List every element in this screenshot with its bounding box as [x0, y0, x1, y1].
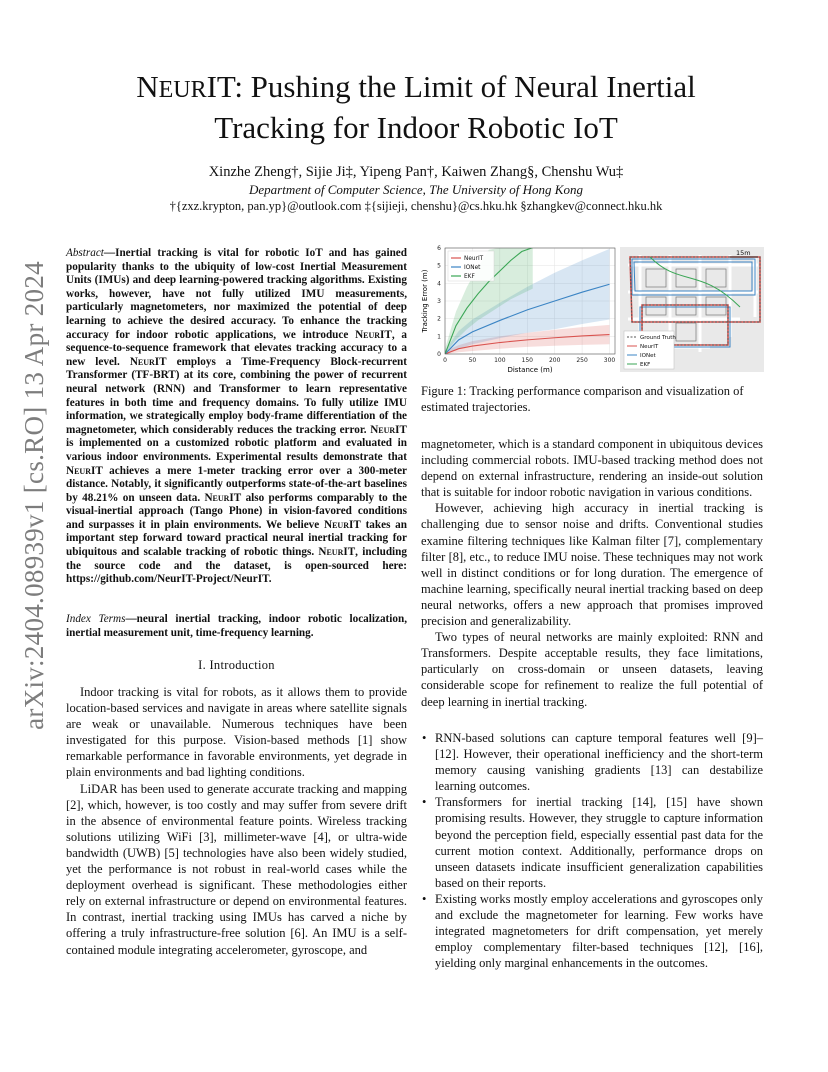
system-name: NeurIT [204, 491, 242, 504]
title-line-2: Tracking for Indoor Robotic IoT [214, 110, 618, 145]
abstract-text: —Inertial tracking is vital for robotic IoT and has gained popularity thanks to the ubiquity of low-cost Inertial Measurement Units (IMUs) and deep learning-powered tracking algorithms. Existing works, however, have not fully utilized IMU measurements, particularly magnetometers, nor maximized the potential of deep learning to achieve the desired accuracy. To enhance the tracking accuracy for indoor robotic applications, we introduce [66, 247, 407, 341]
list-item: • Existing works mostly employ accelerations and gyroscopes only and exclude the magnetometer for learning. Few works have integrated magnetometers for drift compensation, yet merely employ complementary filter-based techniques [12], [16], yielding only marginal enhancements in the outcomes. [421, 891, 763, 971]
affiliation: Department of Computer Science, The University of Hong Kong [249, 182, 583, 197]
introduction-text [66, 684, 407, 958]
index-terms-text: —neural inertial tracking, indoor robotic localization, inertial measurement unit, time-frequency learning. [66, 613, 408, 639]
paper-title [66, 68, 766, 147]
legend-neurit: NeurIT [640, 344, 659, 350]
y-tick-label: 6 [437, 245, 441, 252]
title-name-part: N [136, 69, 159, 104]
abstract-label: Abstract [66, 247, 104, 259]
title-line-1: : Pushing the Limit of Neural Inertial [234, 69, 696, 104]
abstract-text: employs a Time-Frequency Block-recurrent Transformer (TF-BRT) at its core, combining the power of recurrent neural network (RNN) and Transformer to learn representative features in both time and frequency domains. To fully utilize IMU information, we strategically employ body-frame differentiation of the magnetometer, which considerably reduces the tracking error. [66, 355, 407, 436]
abstract-text: achieves a mere 1-meter tracking error over a 300-meter distance. Notably, it significantly outperforms state-of-the-art baselines by 48.21% on unseen data. [66, 464, 407, 504]
legend-ekf: EKF [640, 362, 651, 368]
y-tick-label: 3 [437, 298, 441, 305]
x-tick-label: 100 [494, 357, 506, 364]
trajectory-map [620, 247, 764, 372]
paragraph: Indoor tracking is vital for robots, as it allows them to provide location-based services and navigate in areas where satellite signals are weak or unavailable. Numerous techniques have been investigated for this purpose. Vision-based methods [1] show remarkable performance in favorable environments, yet degrade in plain environments and bad lighting conditions. [66, 685, 407, 780]
abstract-text: takes an important step forward toward practical neural inertial tracking for ubiquitous and scalable tracking of robotic things. [66, 518, 408, 559]
abstract-text: is implemented on a customized robotic platform and evaluated in various indoor environments. Experimental results demonstrate that [66, 437, 407, 463]
y-axis-label: Tracking Error (m) [421, 269, 429, 333]
abstract-text: also performs comparably to the visual-inertial approach (Tango Phone) in vision-favored conditions and surpasses it in plain environments. We believe [66, 491, 407, 531]
x-tick-label: 0 [443, 357, 447, 364]
figure-caption: Figure 1: Tracking performance comparison and visualization of estimated trajectories. [421, 384, 744, 414]
x-tick-label: 300 [603, 357, 616, 364]
abstract-text: , a sequence-to-sequence framework that elevates tracking accuracy to a new level. [66, 328, 408, 368]
section-heading: I. Introduction [198, 658, 275, 672]
x-tick-label: 50 [468, 357, 477, 364]
legend-label-ionet: IONet [464, 265, 481, 271]
system-name: NeurIT [318, 546, 356, 559]
list-item: • Transformers for inertial tracking [14], [15] have shown promising results. However, they struggle to capture information beyond the perception field, especially essential past data for the current motion context. Additionally, performance drops on unseen datasets indicate insufficient generalization capabilities based on their reports. [421, 794, 763, 891]
y-tick-label: 1 [437, 333, 441, 341]
y-tick-label: 2 [437, 315, 441, 323]
legend-ionet: IONet [640, 353, 656, 359]
system-name: NeurIT [355, 328, 392, 341]
index-terms-label: Index Terms [66, 613, 126, 625]
paragraph: However, achieving high accuracy in inertial tracking is challenging due to sensor noise and drifts. Conventional studies examine filtering techniques like Kalman filter [7], complementary filter [8], etc., to reduce IMU noise. These techniques may not work well in distinct conditions or for long duration. The emergence of machine learning, specifically neural inertial tracking based on deep neural networks, offers a new approach that promises improved precision and generalizability. [421, 501, 763, 629]
list-item: • RNN-based solutions can capture temporal features well [9]–[12]. However, their operational inefficiency and the short-term memory causing vanishing gradients [13] can destabilize learning outcomes. [421, 730, 763, 794]
title-name-part: EUR [158, 77, 207, 103]
arxiv-identifier [4, 260, 64, 730]
y-tick-label: 0 [437, 351, 441, 358]
legend-ground-truth: Ground Truth [640, 335, 676, 341]
paragraph: magnetometer, which is a standard component in ubiquitous devices including commercial robots. IMU-based tracking method does not depend on external infrastructure, rendering an inside-out solution that is suitable for indoor robotic navigation in various conditions. [421, 437, 763, 500]
x-tick-label: 250 [576, 357, 588, 364]
index-terms [66, 613, 407, 640]
chart-legend [448, 251, 494, 281]
system-name: NeurIT [324, 518, 361, 531]
right-column-text [421, 436, 763, 710]
author-emails: †{zxz.krypton, pan.yp}@outlook.com ‡{sijieji, chenshu}@cs.hku.hk §zhangkev@connect.hku.hk [169, 199, 663, 213]
y-tick-label: 4 [437, 280, 441, 288]
x-tick-label: 200 [548, 357, 561, 364]
paragraph: Two types of neural networks are mainly exploited: RNN and Transformers. Despite acceptable results, they face limitations, particularly on cross-domain or unseen datasets, leaving considerable scope for refinement to realize the full potential of deep learning in inertial tracking. [421, 630, 763, 709]
paragraph: LiDAR has been used to generate accurate tracking and mapping [2], which, however, is too costly and may suffer from severe drift in the absence of environmental feature points. Wireless tracking solutions utilizing WiFi [3], millimeter-wave [4], or ultra-wide bandwidth (UWB) [5] technologies have also been widely studied, yet the performance is not robust in real-world cases while the deployment overhead is significant. These methodologies either rely on external infrastructure or depend on environmental features. In contrast, inertial tracking using IMUs has carved a niche by offering a truly infrastructure-free solution [6]. An IMU is a self-contained module integrating accelerometer, gyroscope, and [66, 781, 407, 957]
abstract [66, 247, 407, 587]
map-scale-label: 15m [736, 249, 751, 257]
limitations-list [421, 730, 763, 971]
system-name: NeurIT [66, 464, 103, 477]
x-axis-label: Distance (m) [507, 366, 553, 374]
x-tick-label: 150 [521, 357, 533, 364]
system-name: NeurIT [129, 355, 167, 368]
title-name-part: IT [206, 69, 235, 104]
author-list: Xinzhe Zheng†, Sijie Ji‡, Yipeng Pan†, Kaiwen Zhang§, Chenshu Wu‡ [208, 164, 624, 180]
system-name: NeurIT [370, 423, 407, 436]
y-tick-label: 5 [437, 262, 441, 270]
legend-label-ekf: EKF [464, 274, 475, 280]
legend-label-neurit: NeurIT [464, 256, 484, 262]
tracking-error-chart [421, 244, 619, 374]
arxiv-identifier-text: arXiv:2404.08939v1 [cs.RO] 13 Apr 2024 [18, 260, 49, 730]
abstract-text: , including the source code and the dataset, is open-sourced here: https://github.com/NeurIT-Project/NeurIT. [66, 546, 407, 586]
